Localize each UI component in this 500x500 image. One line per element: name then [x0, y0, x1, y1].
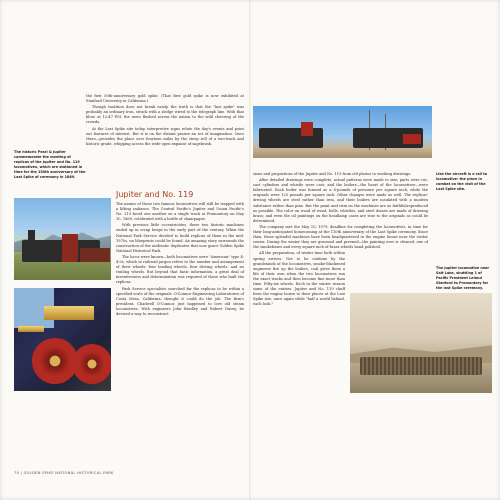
left-top-text [86, 94, 244, 148]
locomotive-cab [62, 234, 78, 262]
crowd [360, 357, 482, 375]
section-heading: Jupiter and No. 119 [116, 190, 194, 199]
paragraph: the first 50th-anniversary gold spike. (That first gold spike is now exhibited at Stanford University in California.) [86, 94, 244, 104]
caption-right-bottom: The Jupiter locomotive near Salt Lake, shuttling 1 of Pacific President Leland Stanford to Promontory for the last Spike ceremony. [436, 266, 490, 290]
locomotive-right-trim [403, 134, 421, 144]
smokestack [28, 230, 35, 242]
caption-left: The historic Pearl & Jupiter commemorate the meeting of replicas of the Jupiter and No. 119 locomotives, which are stationed in time for the 150th anniversary of the Last Spike of ceremony in 1869. [14, 150, 86, 179]
page-gutter [249, 0, 251, 500]
paragraph: Park Service specialists searched far the replicas to be within a specified scale of the originals. O'Connor Engineering Laboratories of Costa Mesa, California, thought it could do the job. The firm's president, Chadwell O'Connor, just happened to love old steam locomotives. With engineers John Bradley and Robert Davey, he devised a way to reconstruct [116, 286, 244, 316]
drive-wheel [72, 344, 111, 384]
locomotive-left-cab [301, 122, 313, 136]
photo-locomotive-closeup [14, 288, 111, 391]
paragraph: The company met the May 10, 1979, deadline for completing the locomotives, in time for their long-anticipated homecoming at the 110th anniversary of the Last Spike ceremony. Since then, these splendid machines have been headquartered in the engine house near the visitor center. During the winter they are groomed and preened—the painting over is cleaned, one of the smokeboxes and every square inch of brass wheels hand polished. [253, 224, 428, 250]
paragraph: The locos were known—both locomotives were "American" type 4-4-0s, which in railroad jargon refers to the number and arrangement of their wheels: four leading wheels, four driving wheels, and no trailing wheels. But beyond that basic information, a great deal of inventiveness and determination was required of those who built the replicas. [116, 254, 244, 285]
photo-two-locomotives [253, 106, 432, 158]
brass-trim [18, 326, 44, 332]
tender-car [80, 248, 110, 262]
drive-wheel [32, 338, 78, 384]
paragraph: At the Last Spike site today, interpretive signs relate the day's events and point out features of interest. But it is on the distant prairie an act of imagination. Once there—provides the place over fourteen miles by the steep roll of a two-track and historic grade, whipping across the wide-open expanse of sagebrush. [86, 126, 244, 146]
paragraph: Though tradition does not break easily, the truth is that the "last spike" was probably an ordinary iron, struck with a sledge wired to the telegraph line. With that blow, at 12:47 PM, the news flashed across the nation to the wild cheering of the crowds. [86, 105, 244, 125]
paragraph: All the preparation, of winter time both within spring arrives. Not to be outdone by the grandstands of the locomotives, smoke-blackened engineers fire up the boilers, coal gives them a life of their own when the two locomotives run the exact tracks and then become fine more than time. Fifty-six wheels. Each in the winter season some of the entries. Jupiter and No. 119 chuff from the engine house to their places at the Last Spike site, once again while "half a world behind, each look." [253, 251, 345, 307]
photo-historical-sepia [350, 293, 492, 393]
brass-boiler [44, 306, 94, 320]
paragraph: sions and proportions of the Jupiter and No. 119 from old photos to working drawings. [253, 172, 412, 176]
right-body-text [253, 172, 428, 308]
paragraph: The names of those two famous locomotives will still be trapped with a lifting radiance. The Central Pacific's Jupiter and Union Pacific's No. 119 faced one another on a single track at Promontory on May 10, 1869, celebrated with a bottle of champagne. [116, 202, 244, 222]
caption-right-top: Like the aircraft is a rail to locomotive: the place in combat on the visit of the Last Spike site. [436, 172, 488, 191]
paragraph: After detailed drawings were complete, actual patterns were made to size; parts were cut, cast cylinders and whistle were cast; and the boilers—the heart of the locomotives—were fabricated. Each boiler was formed as a 6-pounds of pressure per square inch, while the originals were 125 pounds per square inch. Other changes were made as well. The replicas' driving wheels are steel rather than iron, and their boilers are insulated with a modern substance rather than pine. But the paint and trim on the machines are as faithful/reproduced as possible. The color on wood of wood, bells, whistles, and steel domes are made of drawing brass; and even the oil paintings on the headlamp cases are true to the originals as could be determined. [253, 178, 428, 223]
left-column-text [116, 202, 244, 318]
photo-train-prairie [14, 198, 111, 280]
page-footer: 70 | GOLDEN SPIKE NATIONAL HISTORICAL PARK [14, 471, 114, 475]
paragraph: With previous little eccentricities, these two historic machines ended up in scrap heaps in the early part of the century. When the National Park Service decided to build replicas of them in the mid-1970s, no blueprints could be found. An amazing story surrounds the construction of the authentic duplicates that now grace Golden Spike National Historical Park. [116, 223, 244, 253]
locomotive-left [259, 128, 323, 148]
